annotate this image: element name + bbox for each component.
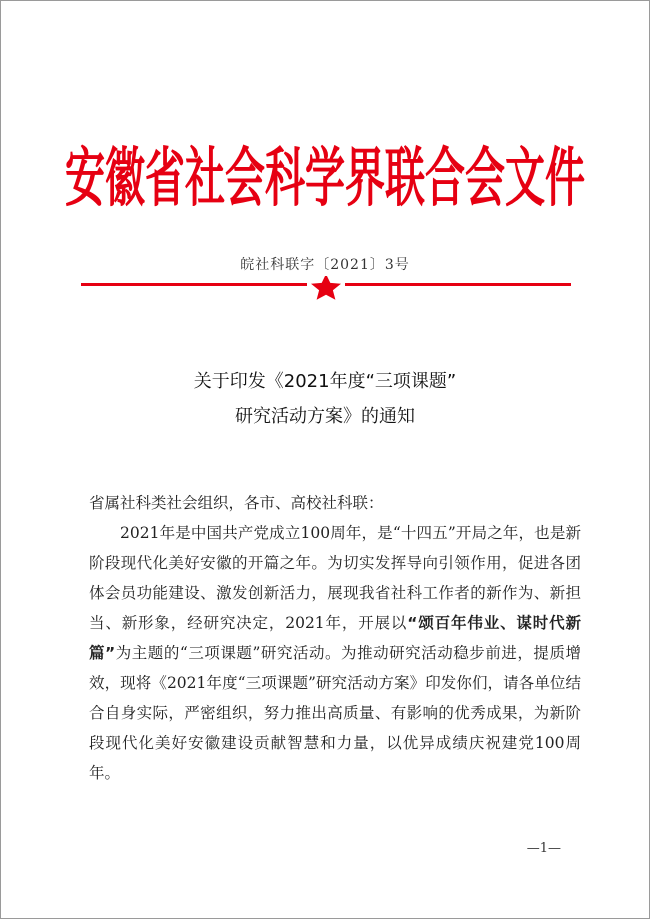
masthead [65, 126, 585, 214]
paragraph-text-1: 2021年是中国共产党成立100周年，是“十四五”开局之年，也是新阶段现代化美好安徽的开篇之年。为切实发挥导向引领作用，促进各团体会员功能建设、激发创新活力，展现我省社科工作者的新作为、新担当、新形象，经研究决定，2021年，开展以 [89, 524, 581, 632]
notice-title-line-2: 研究活动方案》的通知 [235, 406, 415, 427]
document-number: 皖社科联字〔2021〕3号 [240, 257, 410, 273]
masthead-title: 安徽省社会科学界联合会文件 [65, 141, 585, 214]
divider-line-left [81, 283, 307, 286]
masthead-svg [65, 126, 585, 214]
notice-title-line-1: 关于印发《2021年度“三项课题” [193, 371, 457, 392]
theme-bold-text: “颂百年伟业、谋时代新篇” [89, 614, 581, 662]
star-icon [311, 276, 341, 300]
paragraph-text-2: 为主题的“三项课题”研究活动。为推动研究活动稳步前进，提质增效，现将《2021年度“三项课题”研究活动方案》印发你们，请各单位结合自身实际，严密组织，努力推出高质量、有影响的优秀成果，为新阶段现代化美好安徽建设贡献智慧和力量，以优异成绩庆祝建党100周年。 [89, 644, 581, 782]
page-number: —1— [526, 841, 561, 856]
notice-body [89, 488, 581, 788]
divider-line-right [345, 283, 571, 286]
red-divider [81, 276, 571, 302]
salutation: 省属社科类社会组织，各市、高校社科联： [89, 494, 384, 512]
main-paragraph [89, 518, 581, 788]
